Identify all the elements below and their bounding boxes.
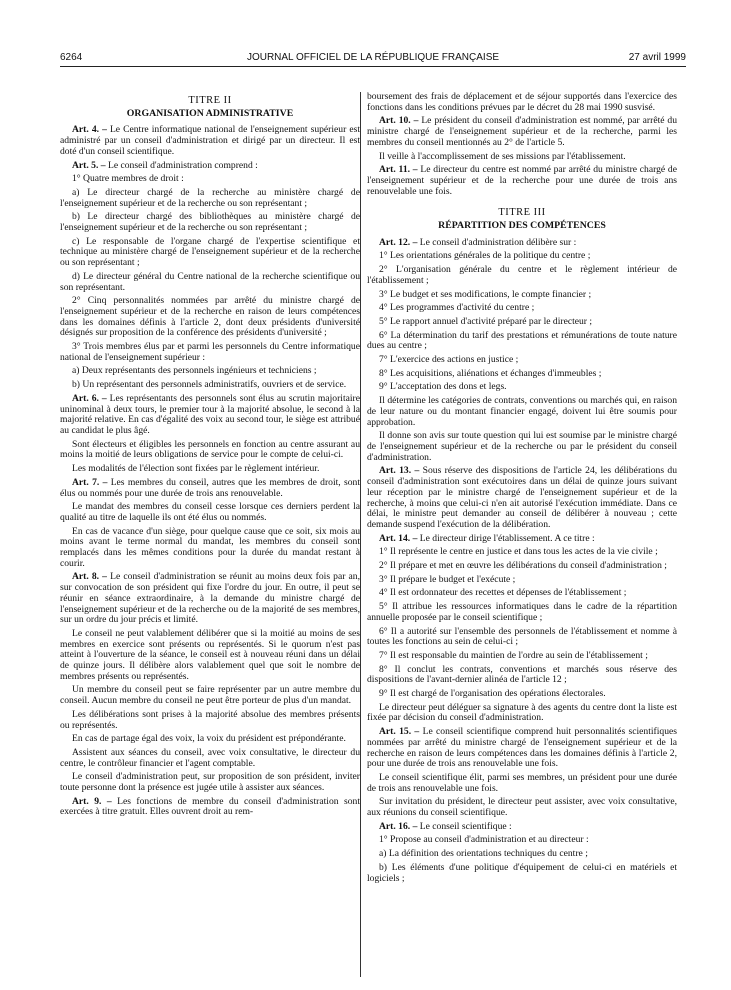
titre-heading: TITRE II — [188, 95, 232, 106]
paragraph: 5° Il attribue les ressources informatiques dans le cadre de la répartition annuelle proposée par le conseil scientifique ; — [367, 601, 677, 623]
article-9 — [60, 797, 360, 818]
article-13 — [367, 466, 677, 530]
paragraph: Le conseil scientifique élit, parmi ses membres, un président pour une durée de trois ans renouvelable une fois. — [367, 771, 677, 794]
paragraph: Les modalités de l'élection sont fixées par le règlement intérieur. — [72, 463, 320, 475]
paragraph: Assistent aux séances du conseil, avec voix consultative, le directeur du centre, le contrôleur financier et l'agent comptable. — [60, 746, 360, 769]
article-4 — [60, 125, 360, 157]
paragraph: a) Le directeur chargé de la recherche au ministère chargé de l'enseignement supérieur et de la recherche ou son représentant ; — [60, 186, 360, 209]
paragraph: 7° L'exercice des actions en justice ; — [379, 354, 519, 366]
column-divider — [360, 92, 361, 977]
paragraph: 3° Il prépare le budget et l'exécute ; — [379, 573, 516, 585]
article-10 — [367, 116, 677, 148]
article-5 — [60, 161, 360, 172]
paragraph: 1° Propose au conseil d'administration et au directeur : — [379, 834, 589, 846]
article-text: Le directeur dirige l'établissement. A ce titre : — [419, 532, 595, 544]
paragraph: Le conseil ne peut valablement délibérer que si la moitié au moins de ses membres en exercice sont présents ou représentés. Si le quorum n'est pas atteint à l'ouverture de la séance, le conseil est à nouveau réuni dans un délai de quinze jours. Il délibère alors valablement quel que soit le nombre de membres présents ou représentés. — [60, 627, 360, 682]
page-number: 6264 — [60, 52, 83, 63]
article-text: Sous réserve des dispositions de l'article 24, les délibérations du conseil d'administration sont exécutoires dans un délai de quinze jours suivant leur réception par le ministre chargé de l'enseignement supérieur et de la recherche, à moins que celui-ci n'en ait autorisé l'exécution immédiate. Dans ce délai, le ministre peut demander au conseil de délibérer à nouveau ; cette demande suspend l'exécution de la délibération. — [367, 465, 677, 530]
article-15 — [367, 727, 677, 770]
page-header — [60, 48, 686, 68]
spacer — [367, 200, 677, 206]
article-label: Art. 6. – — [72, 392, 107, 404]
paragraph: 6° La détermination du tarif des prestations et rémunérations de toute nature dues au centre ; — [367, 329, 677, 352]
paragraph: Le conseil d'administration peut, sur proposition de son président, inviter toute personne dont la présence est jugée utile à assister aux séances. — [60, 771, 360, 794]
paragraph: 2° Il prépare et met en œuvre les délibérations du conseil d'administration ; — [379, 560, 667, 572]
publication-date: 27 avril 1999 — [628, 52, 686, 63]
article-7 — [60, 478, 360, 499]
section-heading: ORGANISATION ADMINISTRATIVE — [126, 107, 294, 119]
paragraph: Sur invitation du président, le directeur peut assister, avec voix consultative, aux réunions du conseil scientifique. — [367, 796, 677, 819]
article-label: Art. 4. – — [72, 124, 107, 136]
paragraph: Il détermine les catégories de contrats, conventions ou marchés qui, en raison de leur nature ou du montant financier engagé, doivent lui être soumis pour approbation. — [367, 395, 677, 428]
paragraph: 5° Le rapport annuel d'activité préparé par le directeur ; — [379, 315, 593, 327]
paragraph: 4° Il est ordonnateur des recettes et dépenses de l'établissement ; — [379, 587, 627, 599]
article-label: Art. 16. – — [379, 820, 418, 832]
paragraph: Le mandat des membres du conseil cesse lorsque ces derniers perdent la qualité au titre de laquelle ils ont été élus ou nommés. — [60, 501, 360, 523]
article-label: Art. 11. – — [379, 164, 418, 176]
titre-heading: TITRE III — [498, 207, 546, 219]
article-label: Art. 8. – — [72, 571, 107, 583]
article-text: Les fonctions de membre du conseil d'administration sont exercées à titre gratuit. Elles ouvrent droit au rem- — [60, 795, 360, 818]
article-label: Art. 5. – — [72, 159, 106, 171]
section-heading: RÉPARTITION DES COMPÉTENCES — [438, 220, 606, 232]
paragraph: 9° L'acceptation des dons et legs. — [379, 381, 507, 393]
paragraph: En cas de vacance d'un siège, pour quelque cause que ce soit, six mois au moins avant le terme normal du mandat, les membres du conseil sont remplacés dans les mêmes conditions pour la durée du mandat restant à courir. — [60, 525, 360, 569]
paragraph: 3° Le budget et ses modifications, le compte financier ; — [379, 288, 592, 300]
paragraph: Sont électeurs et éligibles les personnels en fonction au centre assurant au moins la moitié de leurs obligations de service pour le compte de celui-ci. — [60, 438, 360, 461]
article-6 — [60, 394, 360, 437]
article-label: Art. 7. – — [72, 476, 108, 488]
paragraph: a) Deux représentants des personnels ingénieurs et techniciens ; — [72, 365, 317, 377]
article-8 — [60, 572, 360, 626]
paragraph: 2° L'organisation générale du centre et le règlement intérieur de l'établissement ; — [367, 264, 677, 286]
right-column — [367, 92, 677, 990]
paragraph: Un membre du conseil peut se faire représenter par un autre membre du conseil. Aucun membre du conseil ne peut être porteur de plus d'un mandat. — [60, 684, 360, 707]
paragraph: b) Un représentant des personnels administratifs, ouvriers et de service. — [72, 379, 347, 391]
article-11 — [367, 165, 677, 197]
paragraph: c) Le responsable de l'organe chargé de l'expertise scientifique et technique au ministère chargé de l'enseignement supérieur et de la recherche ou son représentant ; — [60, 235, 360, 269]
paragraph: 7° Il est responsable du maintien de l'ordre au sein de l'établissement ; — [379, 649, 648, 661]
paragraph: 4° Les programmes d'activité du centre ; — [379, 302, 535, 314]
article-text: Le conseil d'administration comprend : — [107, 159, 258, 171]
article-text: Le conseil d'administration délibère sur : — [419, 236, 577, 248]
article-text: Les représentants des personnels sont élus au scrutin majoritaire uninominal à deux tours, le premier tour à la majorité absolue, le second à la majorité relative. En cas d'égalité des voix au second tour, le siège est attribué au candidat le plus âgé. — [60, 392, 360, 436]
article-text: Les membres du conseil, autres que les membres de droit, sont élus ou nommés pour une durée de trois ans renouvelable. — [60, 476, 360, 499]
paragraph: 8° Les acquisitions, aliénations et échanges d'immeubles ; — [379, 367, 602, 379]
paragraph: b) Les éléments d'une politique d'équipement de celui-ci en matériels et logiciels ; — [367, 861, 677, 884]
article-text: Le Centre informatique national de l'enseignement supérieur est administré par un conseil d'administration et dirigé par un directeur. Il est doté d'un conseil scientifique. — [60, 124, 360, 157]
left-column — [60, 94, 360, 990]
paragraph: 3° Trois membres élus par et parmi les personnels du Centre informatique national de l'enseignement supérieur : — [60, 341, 360, 363]
article-text: Le conseil scientifique comprend huit personnalités scientifiques nommées par arrêté du ministre chargé de l'enseignement supérieur et de la recherche en raison de leurs compétences dans les domaines définis à l'article 2, pour une durée de trois ans renouvelable une fois. — [367, 726, 677, 770]
article-text: Le directeur du centre est nommé par arrêté du ministre chargé de l'enseignement supérieur et de la recherche pour une durée de trois ans renouvelable une fois. — [367, 164, 677, 197]
header-rule — [60, 66, 686, 67]
paragraph: a) La définition des orientations techniques du centre ; — [379, 848, 588, 860]
article-text: Le président du conseil d'administration est nommé, par arrêté du ministre chargé de l'enseignement supérieur et de la recherche, parmi les membres du conseil mentionnés au 2° de l'article 5. — [367, 115, 677, 148]
article-label: Art. 15. – — [379, 726, 420, 738]
paragraph: Les délibérations sont prises à la majorité absolue des membres présents ou représentés. — [60, 708, 360, 731]
paragraph: En cas de partage égal des voix, la voix du président est prépondérante. — [72, 733, 346, 745]
article-16 — [367, 822, 677, 833]
paragraph: 1° Il représente le centre en justice et dans tous les actes de la vie civile ; — [379, 546, 658, 558]
paragraph: 6° Il a autorité sur l'ensemble des personnels de l'établissement et nomme à toutes les fonctions au sein de celui-ci ; — [367, 625, 677, 648]
paragraph: 8° Il conclut les contrats, conventions et marchés sous réserve des dispositions de l'avant-dernier alinéa de l'article 12 ; — [367, 663, 677, 686]
article-text: Le conseil d'administration se réunit au moins deux fois par an, sur convocation de son président qui fixe l'ordre du jour. En outre, il peut se réunir en séance extraordinaire, à la demande du ministre chargé de l'enseignement supérieur et de la recherche ou de la majorité de ses membres, sur un ordre du jour précis et limité. — [60, 571, 360, 626]
article-label: Art. 12. – — [379, 236, 418, 248]
article-label: Art. 9. – — [72, 795, 112, 807]
journal-title: JOURNAL OFFICIEL DE LA RÉPUBLIQUE FRANÇAISE — [246, 52, 500, 63]
paragraph: Il veille à l'accomplissement de ses missions par l'établissement. — [379, 150, 626, 162]
paragraph: 2° Cinq personnalités nommées par arrêté du ministre chargé de l'enseignement supérieur et de la recherche en raison de leurs compétences dans les domaines définis à l'article 2, dont deux présidents d'université désignés sur proposition de la conférence des présidents d'université ; — [60, 295, 360, 339]
article-label: Art. 13. – — [379, 465, 420, 477]
paragraph: b) Le directeur chargé des bibliothèques au ministère chargé de l'enseignement supérieur et de la recherche ou son représentant ; — [60, 211, 360, 234]
paragraph: 1° Quatre membres de droit : — [72, 173, 184, 185]
paragraph-continued: boursement des frais de déplacement et de séjour supportés dans l'exercice des fonctions dans les conditions prévues par le décret du 28 mai 1990 susvisé. — [367, 92, 677, 113]
paragraph: 1° Les orientations générales de la politique du centre ; — [379, 250, 591, 262]
paragraph: Il donne son avis sur toute question qui lui est soumise par le ministre chargé de l'enseignement supérieur et de la recherche ou par le président du conseil d'administration. — [367, 430, 677, 463]
article-12 — [367, 238, 677, 249]
article-text: Le conseil scientifique : — [419, 820, 512, 832]
paragraph: 9° Il est chargé de l'organisation des opérations électorales. — [379, 688, 606, 700]
article-label: Art. 10. – — [379, 115, 419, 127]
article-label: Art. 14. – — [379, 532, 418, 544]
paragraph: d) Le directeur général du Centre national de la recherche scientifique ou son représentant. — [60, 270, 360, 293]
article-14 — [367, 534, 677, 545]
paragraph: Le directeur peut déléguer sa signature à des agents du centre dont la liste est fixée par décision du conseil d'administration. — [367, 701, 677, 724]
